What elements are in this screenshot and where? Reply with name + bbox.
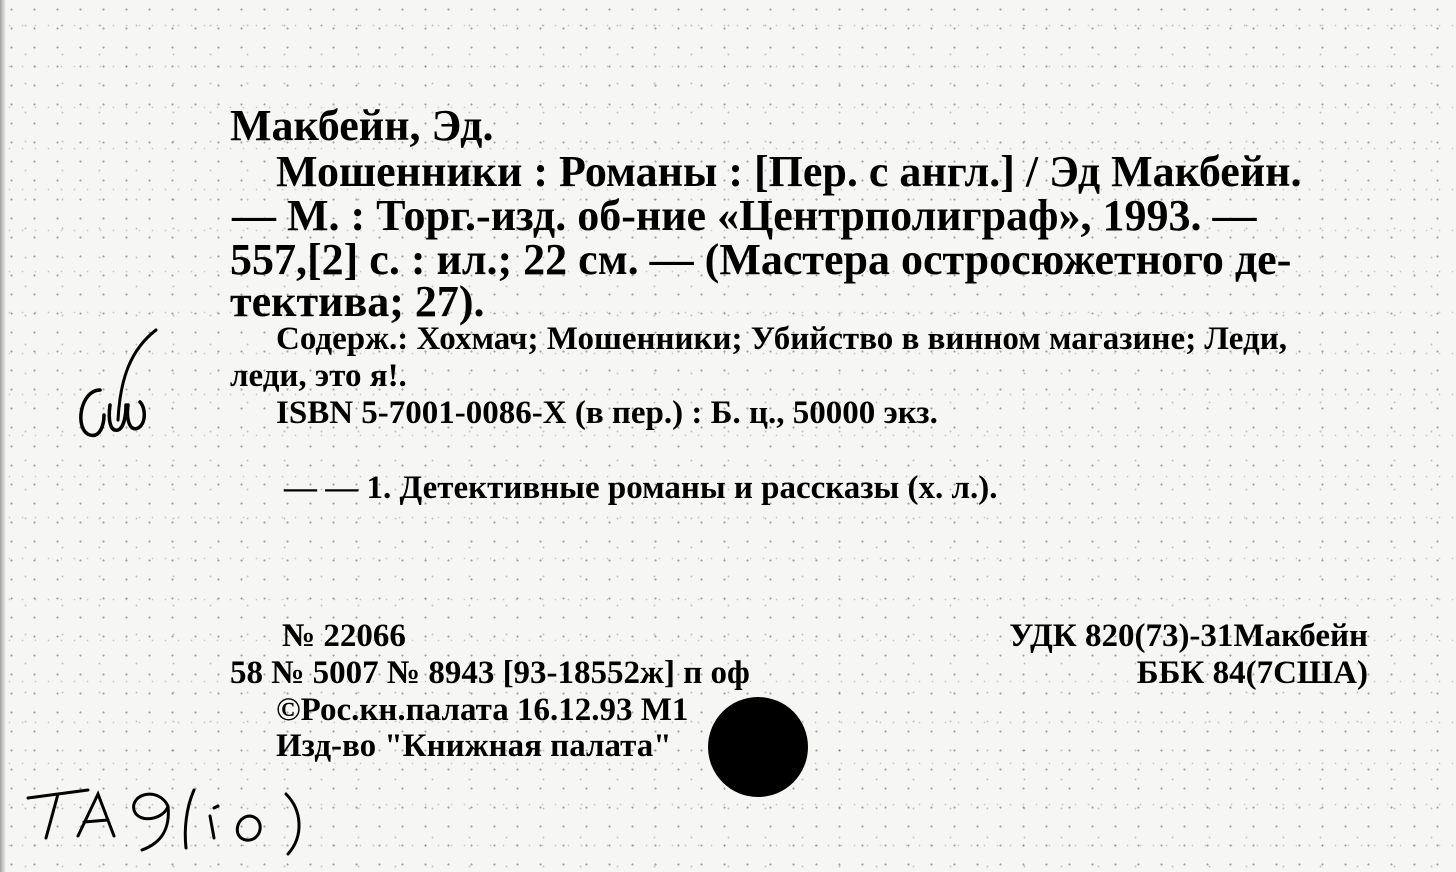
registration-codes: 58 № 5007 № 8943 [93-18552ж] п оф: [230, 655, 750, 691]
card-number: № 22066: [282, 618, 406, 654]
title-line-2: — М. : Торг.-изд. об-ние «Центрполиграф», 1993. —: [232, 191, 1257, 240]
title-line-1: Мошенники : Романы : [Пер. с англ.] / Эд Макбейн.: [276, 147, 1302, 196]
handwritten-bottom-mark: [18, 776, 318, 866]
subject-heading: — — 1. Детективные романы и рассказы (х. л.).: [284, 470, 998, 506]
title-line-4: тектива; 27).: [230, 277, 485, 326]
author-heading: Макбейн, Эд.: [230, 101, 494, 150]
publisher-line: Изд-во "Книжная палата": [276, 728, 672, 764]
handwritten-margin-mark: [60, 320, 190, 450]
contents-note-line-2: леди, это я!.: [230, 358, 407, 394]
udk-code: УДК 820(73)-31Макбейн: [1009, 618, 1368, 654]
contents-note-line-1: Содерж.: Хохмач; Мошенники; Убийство в винном магазине; Леди,: [276, 321, 1287, 357]
copyright-line: ©Рос.кн.палата 16.12.93 М1: [276, 692, 689, 728]
punch-hole: [708, 697, 808, 797]
isbn-line: ISBN 5-7001-0086-X (в пер.) : Б. ц., 50000 экз.: [276, 395, 938, 431]
title-line-3: 557,[2] с. : ил.; 22 см. — (Мастера остросюжетного де-: [230, 235, 1292, 284]
bbk-code: ББК 84(7США): [1136, 655, 1368, 691]
card-edge-shadow: [0, 0, 6, 872]
